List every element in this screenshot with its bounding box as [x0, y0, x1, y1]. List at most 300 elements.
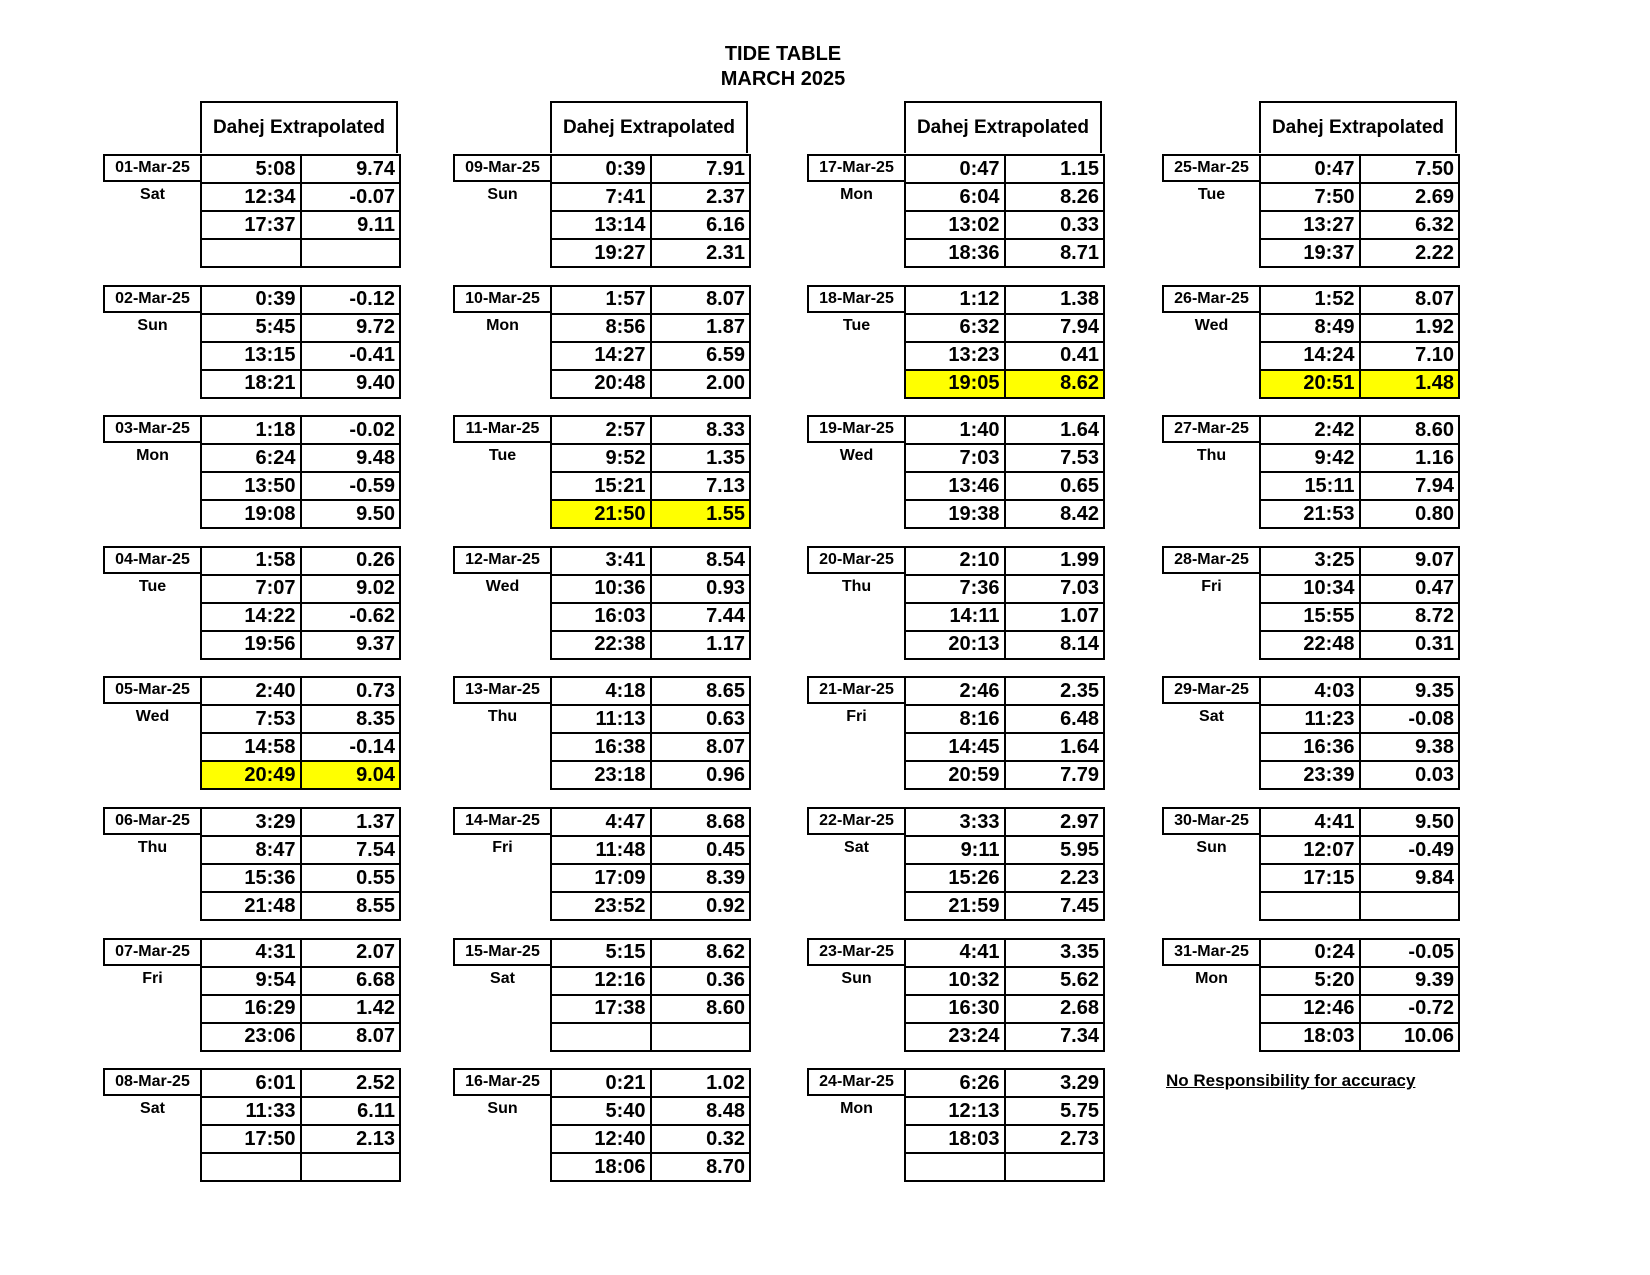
tide-row	[200, 499, 401, 529]
tide-row	[904, 835, 1105, 863]
tide-height: 9.37	[356, 633, 395, 656]
tide-height: -0.05	[1408, 941, 1454, 964]
tide-time: 21:53	[1261, 501, 1361, 527]
tide-grid	[550, 154, 751, 268]
tide-time: 7:07	[202, 576, 302, 602]
tide-row	[904, 210, 1105, 238]
tide-time: 8:49	[1261, 315, 1361, 341]
tide-height: 1.37	[356, 810, 395, 833]
tide-row	[1259, 154, 1460, 182]
tide-time: 2:42	[1261, 417, 1361, 443]
tide-height: -0.02	[349, 418, 395, 441]
tide-time: 12:07	[1261, 837, 1361, 863]
tide-height: 7.03	[1060, 577, 1099, 600]
tide-row	[550, 182, 751, 210]
tide-height: 9.40	[356, 372, 395, 395]
tide-row	[550, 1022, 751, 1052]
tide-row	[200, 313, 401, 341]
tide-height: 6.11	[357, 1099, 395, 1122]
tide-time: 7:41	[552, 184, 652, 210]
date-cell: 23-Mar-25	[807, 938, 906, 966]
tide-height: 6.16	[706, 213, 745, 236]
weekday-label: Mon	[840, 186, 873, 203]
tide-time: 10:32	[906, 968, 1006, 994]
weekday-label: Tue	[842, 316, 871, 334]
tide-row	[1259, 835, 1460, 863]
tide-row	[200, 1152, 401, 1182]
tide-time: 11:23	[1261, 706, 1361, 732]
tide-row-highlighted	[550, 499, 751, 529]
tide-height: -0.59	[349, 474, 395, 497]
tide-height: 8.71	[1060, 241, 1099, 264]
tide-height	[652, 1024, 750, 1050]
tide-height: -0.41	[349, 344, 395, 367]
tide-row	[200, 966, 401, 994]
tide-height: 1.38	[1060, 288, 1099, 311]
date-cell: 07-Mar-25	[103, 938, 202, 966]
tide-row	[904, 994, 1105, 1022]
tide-time: 20:13	[906, 632, 1006, 658]
tide-row	[200, 238, 401, 268]
tide-time: 13:27	[1261, 212, 1361, 238]
tide-height: 0.47	[1415, 577, 1454, 600]
tide-time: 13:02	[906, 212, 1006, 238]
tide-height: 8.62	[706, 941, 745, 964]
tide-height: 2.69	[1415, 185, 1454, 208]
tide-height: 8.70	[706, 1155, 745, 1178]
date-cell: 16-Mar-25	[453, 1068, 552, 1096]
tide-height: 2.07	[356, 941, 395, 964]
tide-height: 6.59	[706, 344, 745, 367]
tide-row	[1259, 182, 1460, 210]
tide-row	[1259, 704, 1460, 732]
tide-height: 1.35	[706, 446, 745, 469]
tide-time: 19:08	[202, 501, 302, 527]
tide-row	[1259, 1022, 1460, 1052]
tide-time: 11:33	[202, 1098, 302, 1124]
tide-time: 12:46	[1261, 996, 1361, 1022]
tide-time	[1261, 893, 1361, 919]
tide-time: 20:48	[552, 371, 652, 397]
tide-time: 4:41	[906, 940, 1006, 966]
tide-row	[1259, 938, 1460, 966]
tide-height: 0.31	[1415, 633, 1454, 656]
tide-time: 2:46	[906, 678, 1006, 704]
tide-height: 0.33	[1060, 213, 1099, 236]
weekday-label: Fri	[846, 708, 867, 726]
tide-height: 8.14	[1060, 633, 1099, 656]
tide-time: 5:20	[1261, 968, 1361, 994]
tide-time: 13:23	[906, 343, 1006, 369]
tide-row	[1259, 807, 1460, 835]
tide-row	[550, 1152, 751, 1182]
tide-height: 7.44	[706, 605, 745, 628]
tide-row	[550, 238, 751, 268]
tide-row	[904, 1022, 1105, 1052]
tide-time: 4:41	[1261, 809, 1361, 835]
tide-time: 12:34	[202, 184, 302, 210]
tide-time: 20:59	[906, 762, 1006, 788]
tide-height: 7.50	[1415, 157, 1454, 180]
tide-time: 6:26	[906, 1070, 1006, 1096]
weekday-label: Fri	[1201, 577, 1222, 595]
tide-row	[1259, 471, 1460, 499]
tide-height: 8.26	[1060, 185, 1099, 208]
tide-height: 9.38	[1415, 735, 1454, 758]
date-cell: 17-Mar-25	[807, 154, 906, 182]
tide-row	[550, 835, 751, 863]
tide-row	[904, 154, 1105, 182]
tide-height: 2.97	[1060, 810, 1099, 833]
tide-height: 7.91	[706, 157, 745, 180]
tide-height: 8.60	[1415, 418, 1454, 441]
tide-height: 5.95	[1060, 838, 1099, 861]
tide-row	[904, 546, 1105, 574]
tide-time: 15:36	[202, 865, 302, 891]
tide-time: 16:30	[906, 996, 1006, 1022]
tide-row	[904, 1096, 1105, 1124]
tide-height: 0.36	[706, 969, 745, 992]
tide-height: 0.41	[1060, 344, 1099, 367]
tide-time: 2:57	[552, 417, 652, 443]
weekday-label: Tue	[1197, 186, 1226, 203]
tide-time: 10:34	[1261, 576, 1361, 602]
tide-grid	[904, 807, 1105, 921]
tide-row	[1259, 602, 1460, 630]
tide-row	[200, 1096, 401, 1124]
tide-grid	[1259, 154, 1460, 268]
tide-time: 0:21	[552, 1070, 652, 1096]
tide-time: 14:11	[906, 604, 1006, 630]
date-cell: 21-Mar-25	[807, 676, 906, 704]
tide-height: 1.64	[1060, 418, 1099, 441]
date-cell: 06-Mar-25	[103, 807, 202, 835]
date-cell: 30-Mar-25	[1162, 807, 1261, 835]
tide-time: 18:21	[202, 371, 302, 397]
tide-row	[904, 863, 1105, 891]
tide-height: 8.33	[706, 418, 745, 441]
weekday-label: Sun	[841, 969, 872, 987]
weekday-label: Fri	[492, 839, 513, 856]
tide-row	[550, 154, 751, 182]
tide-grid	[904, 285, 1105, 399]
tide-grid	[904, 1068, 1105, 1182]
tide-height: 8.48	[706, 1099, 745, 1122]
tide-row	[904, 443, 1105, 471]
tide-height: 1.64	[1060, 735, 1099, 758]
tide-height: 0.32	[706, 1127, 745, 1150]
tide-row-highlighted	[200, 760, 401, 790]
tide-row	[904, 938, 1105, 966]
weekday-label: Tue	[138, 577, 167, 595]
tide-height: 2.31	[706, 241, 745, 264]
tide-row	[550, 415, 751, 443]
tide-row	[200, 285, 401, 313]
tide-row	[200, 546, 401, 574]
page-subtitle: MARCH 2025	[720, 68, 846, 90]
tide-height: 0.63	[706, 707, 745, 730]
tide-time: 20:51	[1261, 371, 1361, 397]
tide-row	[1259, 546, 1460, 574]
date-cell: 01-Mar-25	[103, 154, 202, 182]
tide-row	[904, 1124, 1105, 1152]
tide-time: 13:46	[906, 473, 1006, 499]
tide-time: 14:58	[202, 734, 302, 760]
tide-time: 14:45	[906, 734, 1006, 760]
tide-height: 0.93	[706, 577, 745, 600]
tide-row	[550, 732, 751, 760]
tide-height: 0.55	[356, 866, 395, 889]
date-cell: 27-Mar-25	[1162, 415, 1261, 443]
tide-grid	[200, 415, 401, 529]
tide-row	[904, 341, 1105, 369]
tide-time: 18:03	[906, 1126, 1006, 1152]
weekday-label: Thu	[841, 577, 872, 595]
tide-time: 3:29	[202, 809, 302, 835]
tide-height: 1.92	[1415, 316, 1454, 339]
tide-row	[550, 760, 751, 790]
tide-row	[200, 182, 401, 210]
tide-row	[550, 443, 751, 471]
tide-height: 1.15	[1060, 157, 1099, 180]
column-header: Dahej Extrapolated	[1259, 101, 1457, 153]
tide-height: 9.74	[356, 157, 395, 180]
date-cell: 24-Mar-25	[807, 1068, 906, 1096]
tide-time: 6:24	[202, 445, 302, 471]
tide-time: 9:52	[552, 445, 652, 471]
tide-grid	[1259, 676, 1460, 790]
tide-time: 7:03	[906, 445, 1006, 471]
tide-row	[1259, 285, 1460, 313]
tide-time: 18:06	[552, 1154, 652, 1180]
tide-time: 19:27	[552, 240, 652, 266]
date-cell: 31-Mar-25	[1162, 938, 1261, 966]
tide-height: 9.50	[1415, 810, 1454, 833]
tide-time: 14:27	[552, 343, 652, 369]
tide-height: 8.07	[356, 1025, 395, 1048]
tide-height: 7.13	[706, 474, 745, 497]
tide-time: 13:50	[202, 473, 302, 499]
tide-height: -0.14	[349, 735, 395, 758]
date-cell: 13-Mar-25	[453, 676, 552, 704]
weekday-label: Thu	[1196, 447, 1227, 465]
tide-row	[200, 807, 401, 835]
tide-row	[904, 1068, 1105, 1096]
tide-time: 19:37	[1261, 240, 1361, 266]
tide-time: 8:56	[552, 315, 652, 341]
tide-time	[202, 240, 302, 266]
tide-height: 8.39	[706, 866, 745, 889]
tide-height	[1006, 1154, 1104, 1180]
column-header: Dahej Extrapolated	[550, 101, 748, 153]
tide-height: 1.17	[706, 633, 745, 656]
tide-grid	[550, 676, 751, 790]
tide-row	[200, 938, 401, 966]
tide-row	[1259, 313, 1460, 341]
tide-grid	[1259, 807, 1460, 921]
weekday-label: Tue	[488, 447, 517, 465]
tide-height: 9.72	[356, 316, 395, 339]
tide-time: 17:15	[1261, 865, 1361, 891]
tide-row	[550, 285, 751, 313]
tide-height: 2.68	[1060, 997, 1099, 1020]
date-cell: 03-Mar-25	[103, 415, 202, 443]
tide-time: 2:40	[202, 678, 302, 704]
tide-row	[904, 574, 1105, 602]
tide-row	[550, 1096, 751, 1124]
tide-row	[550, 546, 751, 574]
date-cell: 04-Mar-25	[103, 546, 202, 574]
weekday-label: Sun	[487, 1100, 518, 1118]
date-cell: 29-Mar-25	[1162, 676, 1261, 704]
weekday-label: Sat	[140, 186, 165, 203]
tide-time: 12:40	[552, 1126, 652, 1152]
tide-time: 23:18	[552, 762, 652, 788]
tide-time: 3:25	[1261, 548, 1361, 574]
tide-row	[200, 994, 401, 1022]
tide-height: 7.53	[1060, 446, 1099, 469]
tide-grid	[904, 676, 1105, 790]
date-cell: 12-Mar-25	[453, 546, 552, 574]
tide-row	[550, 863, 751, 891]
tide-time: 0:47	[1261, 156, 1361, 182]
disclaimer-note: No Responsibility for accuracy	[1166, 1071, 1416, 1090]
tide-time: 9:42	[1261, 445, 1361, 471]
tide-height	[1361, 893, 1459, 919]
tide-row	[904, 966, 1105, 994]
tide-row	[200, 1022, 401, 1052]
tide-time: 1:40	[906, 417, 1006, 443]
tide-height: 1.42	[356, 997, 395, 1020]
date-cell: 22-Mar-25	[807, 807, 906, 835]
tide-time: 3:33	[906, 809, 1006, 835]
tide-row	[200, 574, 401, 602]
tide-height: -0.12	[349, 288, 395, 311]
tide-height: 1.48	[1361, 371, 1459, 397]
tide-time: 0:47	[906, 156, 1006, 182]
tide-height: 0.92	[706, 894, 745, 917]
tide-height: 9.50	[356, 502, 395, 525]
tide-time: 13:15	[202, 343, 302, 369]
tide-grid	[550, 1068, 751, 1182]
weekday-label: Sat	[140, 1100, 165, 1118]
tide-row	[904, 285, 1105, 313]
tide-height: 2.22	[1415, 241, 1454, 264]
tide-row	[1259, 443, 1460, 471]
date-cell: 20-Mar-25	[807, 546, 906, 574]
tide-time: 2:10	[906, 548, 1006, 574]
tide-time: 6:32	[906, 315, 1006, 341]
tide-height: 2.35	[1060, 679, 1099, 702]
tide-row	[1259, 732, 1460, 760]
tide-height: 7.34	[1060, 1025, 1099, 1048]
tide-height: 1.99	[1060, 549, 1099, 572]
tide-row	[1259, 891, 1460, 921]
column-header: Dahej Extrapolated	[200, 101, 398, 153]
tide-height: -0.49	[1408, 838, 1454, 861]
tide-grid	[200, 807, 401, 921]
tide-row	[200, 154, 401, 182]
tide-height: 6.68	[356, 969, 395, 992]
tide-height: 6.32	[1415, 213, 1454, 236]
tide-height: 5.75	[1060, 1099, 1099, 1122]
tide-time: 1:12	[906, 287, 1006, 313]
tide-height	[302, 240, 400, 266]
tide-grid	[550, 285, 751, 399]
tide-time: 16:38	[552, 734, 652, 760]
tide-time: 8:16	[906, 706, 1006, 732]
tide-time: 7:50	[1261, 184, 1361, 210]
tide-row	[200, 341, 401, 369]
weekday-label: Fri	[142, 969, 163, 987]
tide-time: 19:05	[906, 371, 1006, 397]
date-cell: 02-Mar-25	[103, 285, 202, 313]
tide-grid	[200, 546, 401, 660]
tide-grid	[200, 154, 401, 268]
tide-height: 7.45	[1060, 894, 1099, 917]
tide-height: 7.54	[356, 838, 395, 861]
tide-height: 8.62	[1006, 371, 1104, 397]
tide-height: 9.48	[356, 446, 395, 469]
weekday-label: Sun	[1196, 839, 1227, 856]
weekday-label: Wed	[135, 708, 170, 726]
tide-height: 10.06	[1403, 1025, 1454, 1048]
date-cell: 09-Mar-25	[453, 154, 552, 182]
tide-row	[550, 1068, 751, 1096]
weekday-label: Sat	[1199, 708, 1224, 726]
tide-row	[200, 732, 401, 760]
tide-row	[904, 732, 1105, 760]
tide-time	[906, 1154, 1006, 1180]
tide-grid	[904, 938, 1105, 1052]
tide-height: 8.54	[706, 549, 745, 572]
tide-height: 2.52	[356, 1071, 395, 1094]
tide-grid	[1259, 415, 1460, 529]
tide-height: 2.73	[1060, 1127, 1099, 1150]
tide-height: 2.23	[1060, 866, 1099, 889]
tide-row	[550, 630, 751, 660]
tide-height: 5.62	[1060, 969, 1099, 992]
tide-grid	[904, 154, 1105, 268]
date-cell: 15-Mar-25	[453, 938, 552, 966]
tide-time: 16:03	[552, 604, 652, 630]
tide-height: 8.65	[706, 679, 745, 702]
tide-row	[200, 443, 401, 471]
weekday-label: Thu	[487, 708, 518, 726]
date-cell: 18-Mar-25	[807, 285, 906, 313]
tide-time: 9:54	[202, 968, 302, 994]
weekday-label: Sat	[844, 839, 869, 856]
tide-time: 1:52	[1261, 287, 1361, 313]
tide-row	[904, 1152, 1105, 1182]
tide-time: 14:22	[202, 604, 302, 630]
tide-time: 1:58	[202, 548, 302, 574]
tide-time: 15:55	[1261, 604, 1361, 630]
tide-time: 23:06	[202, 1024, 302, 1050]
tide-row	[200, 891, 401, 921]
tide-height: 8.07	[1415, 288, 1454, 311]
tide-row	[550, 369, 751, 399]
tide-height: 9.11	[357, 213, 395, 236]
tide-row	[200, 835, 401, 863]
tide-grid	[550, 938, 751, 1052]
tide-row	[904, 238, 1105, 268]
tide-row	[904, 807, 1105, 835]
tide-time: 4:31	[202, 940, 302, 966]
tide-height: -0.07	[349, 185, 395, 208]
tide-row	[550, 1124, 751, 1152]
tide-row	[550, 313, 751, 341]
